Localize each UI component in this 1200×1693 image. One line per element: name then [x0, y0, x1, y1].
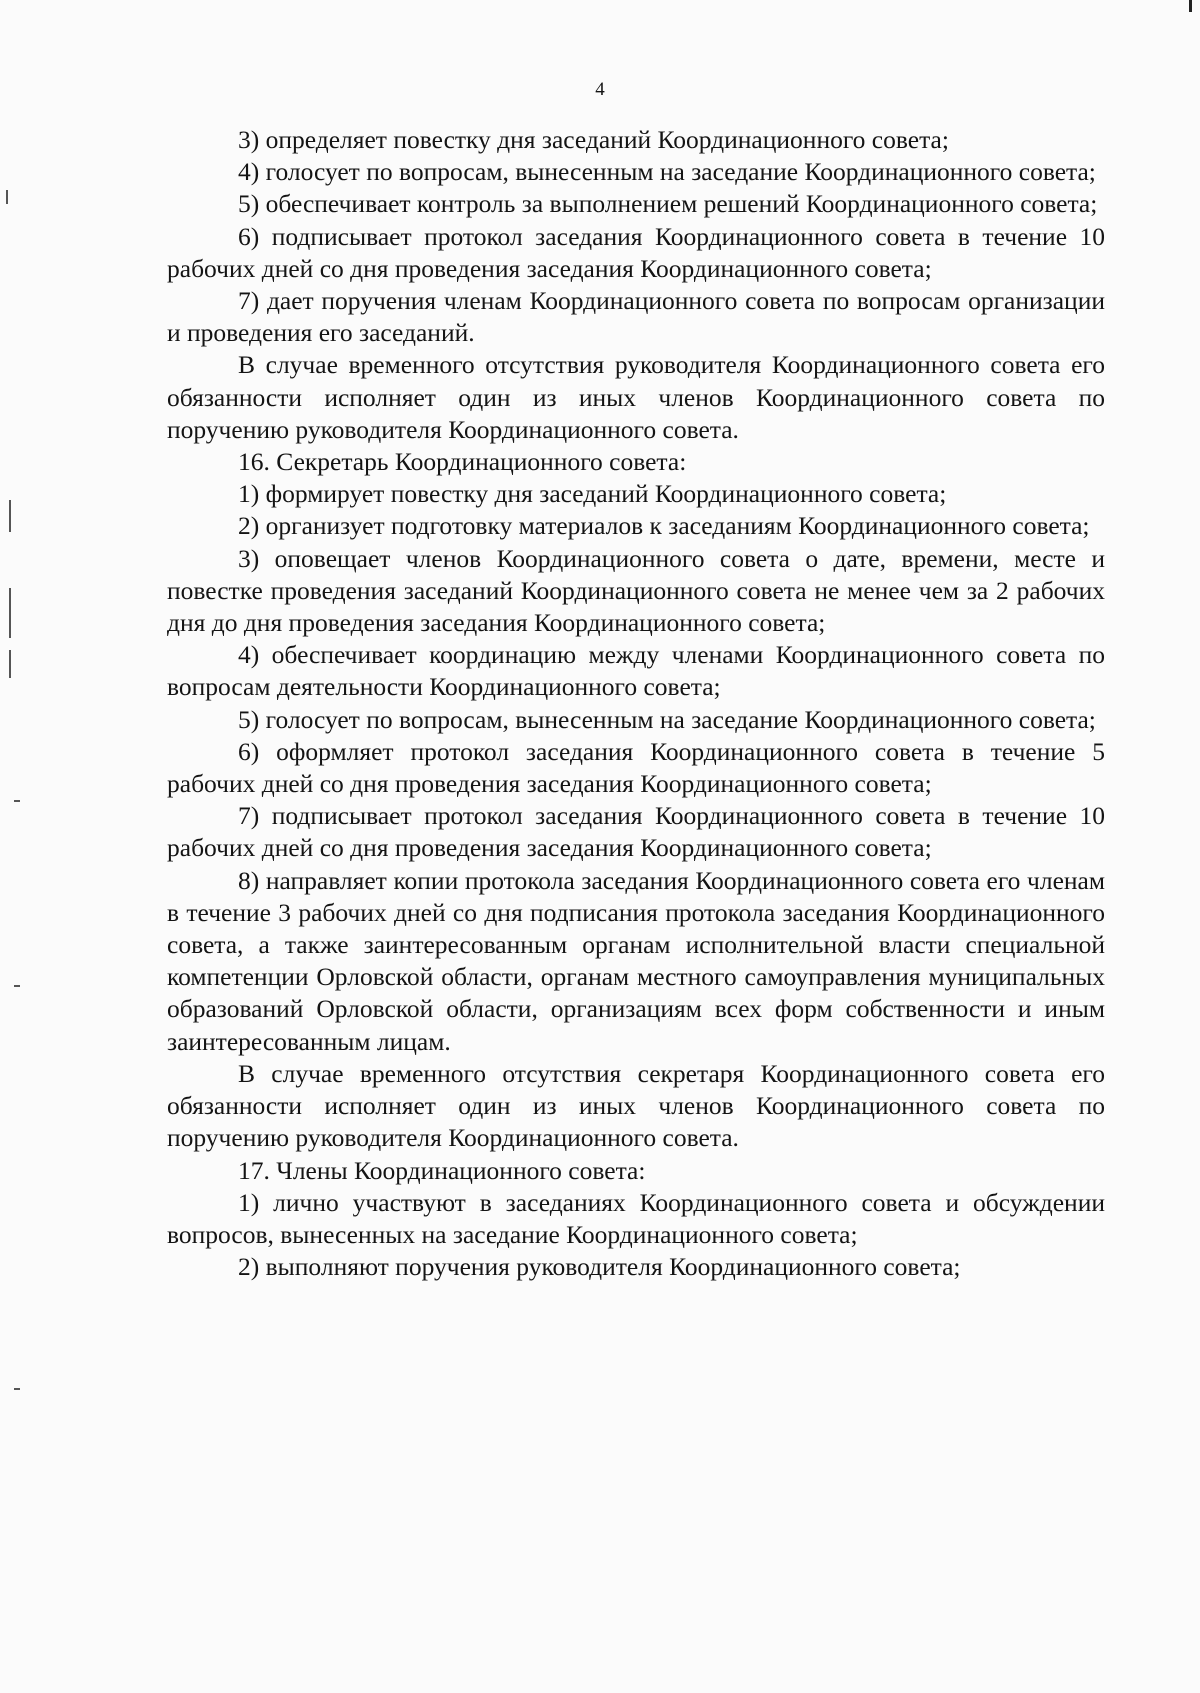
paragraph: 4) обеспечивает координацию между членами Координационного совета по вопросам деятельности Координационного совета;	[167, 640, 1105, 702]
paragraph: 5) обеспечивает контроль за выполнением решений Координационного совета;	[238, 189, 1098, 219]
section-heading: 16. Секретарь Координационного совета:	[238, 447, 687, 477]
scan-margin-mark	[9, 588, 11, 638]
paragraph: 1) формирует повестку дня заседаний Координационного совета;	[238, 479, 947, 509]
paragraph: 3) оповещает членов Координационного совета о дате, времени, месте и повестке проведения заседаний Координационного совета не менее чем за 2 рабочих дня до дня проведения заседания Координационного совета;	[167, 543, 1105, 638]
paragraph: 8) направляет копии протокола заседания Координационного совета его членам в течение 3 рабочих дней со дня подписания протокола заседания Координационного совета, а также заинтересованным органам исполнительной власти специальной компетенции Орловской области, органам местного самоуправления муниципальных образований Орловской области, организациям всех форм собственности и иным заинтересованным лицам.	[167, 865, 1105, 1056]
paragraph: 5) голосует по вопросам, вынесенным на заседание Координационного совета;	[238, 704, 1096, 734]
paragraph: 4) голосует по вопросам, вынесенным на заседание Координационного совета;	[238, 157, 1096, 187]
scan-margin-mark	[14, 800, 20, 802]
paragraph: 2) организует подготовку материалов к заседаниям Координационного совета;	[238, 511, 1090, 541]
paragraph: 7) подписывает протокол заседания Координационного совета в течение 10 рабочих дней со дня проведения заседания Координационного совета;	[167, 801, 1105, 863]
document-body	[167, 124, 1105, 1283]
scan-margin-mark	[9, 650, 11, 678]
page-number: 4	[595, 79, 605, 100]
paragraph: 1) лично участвуют в заседаниях Координационного совета и обсуждении вопросов, вынесенных на заседание Координационного совета;	[167, 1187, 1105, 1249]
paragraph: 2) выполняют поручения руководителя Координационного совета;	[238, 1252, 961, 1282]
scan-margin-mark	[6, 190, 8, 204]
paragraph: 6) оформляет протокол заседания Координационного совета в течение 5 рабочих дней со дня проведения заседания Координационного совета;	[167, 736, 1105, 799]
paragraph: 3) определяет повестку дня заседаний Координационного совета;	[238, 125, 949, 154]
scan-corner-mark	[1189, 0, 1192, 12]
scan-margin-mark	[14, 985, 20, 987]
section-heading: 17. Члены Координационного совета:	[238, 1155, 646, 1185]
scan-margin-mark	[9, 500, 11, 532]
paragraph: В случае временного отсутствия секретаря Координационного совета его обязанности исполняет один из иных членов Координационного совета по поручению руководителя Координационного совета.	[167, 1058, 1105, 1153]
scan-margin-mark	[14, 1388, 20, 1390]
paragraph: В случае временного отсутствия руководителя Координационного совета его обязанности исполняет один из иных членов Координационного совета по поручению руководителя Координационного совета.	[167, 350, 1105, 444]
paragraph: 7) дает поручения членам Координационного совета по вопросам организации и проведения его заседаний.	[167, 286, 1105, 348]
paragraph: 6) подписывает протокол заседания Координационного совета в течение 10 рабочих дней со дня проведения заседания Координационного совета;	[167, 221, 1105, 283]
